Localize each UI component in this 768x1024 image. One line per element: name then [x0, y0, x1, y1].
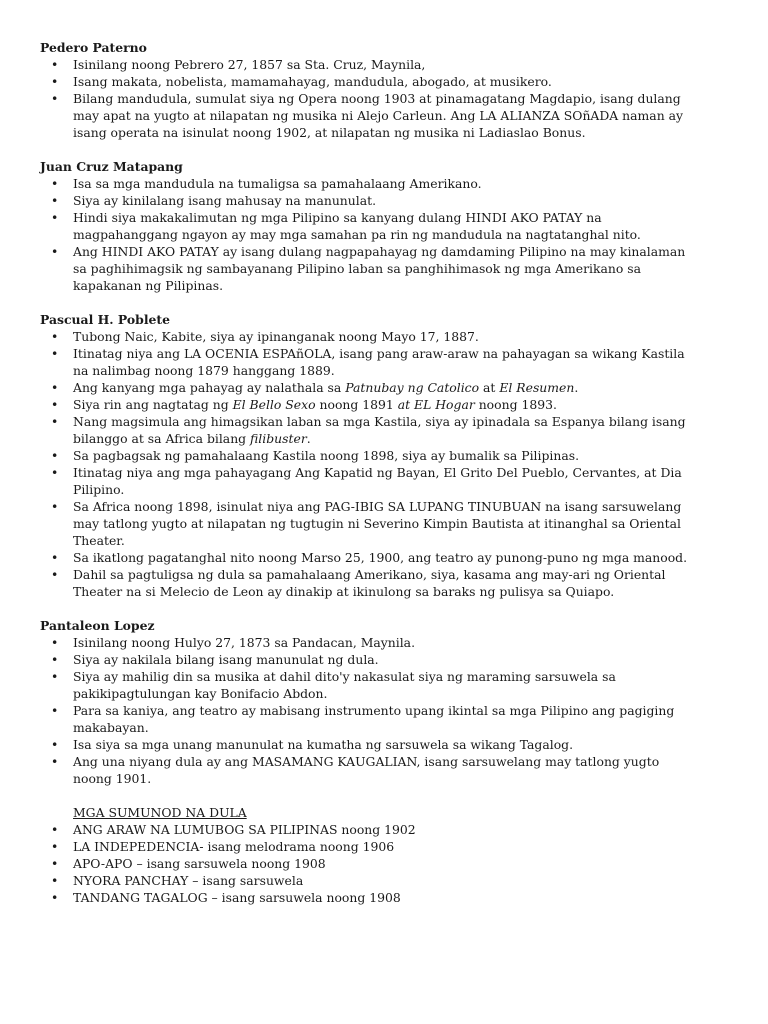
list-item — [40, 702, 690, 736]
item-text: Bilang mandudula, sumulat siya ng Opera noong 1903 at pinamagatang Magdapio, isang dulang may apat na yugto at nilapatan ng musika ni Alejo Carleun. Ang LA ALIANZA SOñADA naman ay isang operata na isinulat noong 1902, at nilapatan ng musika ni Ladiaslao Bonus. — [73, 91, 683, 140]
item-text: Ang una niyang dula ay ang MASAMANG KAUGALIAN, isang sarsuwelang may tatlong yugto noong 1901. — [73, 754, 660, 786]
item-text: Isa sa mga mandudula na tumaligsa sa pamahalaang Amerikano. — [73, 176, 482, 191]
list-item — [40, 90, 690, 141]
list-item — [40, 464, 690, 498]
list-item — [40, 549, 690, 566]
list-item — [40, 872, 690, 889]
list-item — [40, 328, 690, 345]
list-item — [40, 889, 690, 906]
document-page — [40, 39, 690, 923]
item-text: Itinatag niya ang LA OCENIA ESPAñOLA, isang pang araw-araw na pahayagan sa wikang Kastila na nalimbag noong 1879 hanggang 1889. — [73, 346, 685, 378]
item-text: LA INDEPEDENCIA- isang melodrama noong 1906 — [73, 839, 395, 854]
list-item — [40, 651, 690, 668]
item-text: . — [574, 380, 579, 395]
item-text: Dahil sa pagtuligsa ng dula sa pamahalaang Amerikano, siya, kasama ang may-ari ng Oriental Theater na si Melecio de Leon ay dinakip at ikinulong sa baraks ng pulisya sa Quiapo. — [73, 567, 666, 599]
item-text: noong 1893. — [474, 397, 557, 412]
item-text: . — [306, 431, 311, 446]
section — [40, 158, 690, 294]
item-text: at EL Hogar — [397, 397, 475, 412]
list-item — [40, 753, 690, 787]
item-text: APO-APO – isang sarsuwela noong 1908 — [73, 856, 326, 871]
list-item — [40, 175, 690, 192]
section-heading: Juan Cruz Matapang — [40, 159, 183, 174]
item-text: Ang HINDI AKO PATAY ay isang dulang nagpapahayag ng damdaming Pilipino na may kinalaman sa paghihimagsik ng sambayanang Pilipino laban sa panghihimasok ng mga Amerikano sa kapakanan ng Pilipinas. — [73, 244, 686, 293]
item-text: Siya ay nakilala bilang isang manunulat ng dula. — [73, 652, 379, 667]
item-text: NYORA PANCHAY – isang sarsuwela — [73, 873, 304, 888]
list-item — [40, 821, 690, 838]
section — [40, 311, 690, 600]
list-item — [40, 73, 690, 90]
item-text: noong 1891 — [315, 397, 398, 412]
item-text: Isinilang noong Pebrero 27, 1857 sa Sta. Cruz, Maynila, — [73, 57, 426, 72]
subsection-heading: MGA SUMUNOD NA DULA — [73, 805, 247, 820]
list-item — [40, 192, 690, 209]
item-text: Isinilang noong Hulyo 27, 1873 sa Pandacan, Maynila. — [73, 635, 416, 650]
item-text: Sa ikatlong pagatanghal nito noong Marso 25, 1900, ang teatro ay punong-puno ng mga manood. — [73, 550, 688, 565]
list-item — [40, 634, 690, 651]
list-item — [40, 668, 690, 702]
item-text: filibuster — [250, 431, 307, 446]
section — [40, 617, 690, 906]
item-text: Isang makata, nobelista, mamamahayag, mandudula, abogado, at musikero. — [73, 74, 552, 89]
list-item — [40, 209, 690, 243]
item-text: Nang magsimula ang himagsikan laban sa mga Kastila, siya ay ipinadala sa Espanya bilang isang bilanggo at sa Africa bilang — [73, 414, 686, 446]
bullet-list — [40, 175, 690, 294]
item-text: Siya rin ang nagtatag ng — [73, 397, 233, 412]
item-text: at — [479, 380, 500, 395]
list-item — [40, 838, 690, 855]
list-item — [40, 396, 690, 413]
section-heading: Pascual H. Poblete — [40, 312, 171, 327]
item-text: Tubong Naic, Kabite, siya ay ipinanganak noong Mayo 17, 1887. — [73, 329, 479, 344]
item-text: Hindi siya makakalimutan ng mga Pilipino sa kanyang dulang HINDI AKO PATAY na magpahanggang ngayon ay may mga samahan pa rin ng mandudula na nagtatanghal nito. — [73, 210, 641, 242]
list-item — [40, 566, 690, 600]
item-text: Sa Africa noong 1898, isinulat niya ang PAG-IBIG SA LUPANG TINUBUAN na isang sarsuwelang may tatlong yugto at nilapatan ng tugtugin ni Severino Kimpin Bautista at itinanghal sa Oriental Theater. — [73, 499, 682, 548]
item-text: Ang kanyang mga pahayag ay nalathala sa — [73, 380, 346, 395]
section-heading: Pedero Paterno — [40, 40, 147, 55]
list-item — [40, 243, 690, 294]
item-text: Patnubay ng Catolico — [345, 380, 480, 395]
list-item — [40, 379, 690, 396]
list-item — [40, 345, 690, 379]
item-text: ANG ARAW NA LUMUBOG SA PILIPINAS noong 1902 — [73, 822, 416, 837]
item-text: El Bello Sexo — [232, 397, 316, 412]
item-text: Isa siya sa mga unang manunulat na kumatha ng sarsuwela sa wikang Tagalog. — [73, 737, 574, 752]
bullet-list — [40, 328, 690, 600]
list-item — [40, 736, 690, 753]
item-text: Itinatag niya ang mga pahayagang Ang Kapatid ng Bayan, El Grito Del Pueblo, Cervantes, at Dia Pilipino. — [73, 465, 682, 497]
item-text: TANDANG TAGALOG – isang sarsuwela noong 1908 — [73, 890, 401, 905]
bullet-list — [40, 634, 690, 787]
list-item — [40, 56, 690, 73]
bullet-list — [40, 56, 690, 141]
item-text: Siya ay kinilalang isang mahusay na manunulat. — [73, 193, 377, 208]
list-item — [40, 498, 690, 549]
bullet-list — [40, 821, 690, 906]
item-text: Siya ay mahilig din sa musika at dahil dito'y nakasulat siya ng maraming sarsuwela sa pakikipagtulungan kay Bonifacio Abdon. — [73, 669, 616, 701]
item-text: Sa pagbagsak ng pamahalaang Kastila noong 1898, siya ay bumalik sa Pilipinas. — [73, 448, 580, 463]
section-heading: Pantaleon Lopez — [40, 618, 155, 633]
item-text: El Resumen — [499, 380, 575, 395]
section — [40, 39, 690, 141]
item-text: Para sa kaniya, ang teatro ay mabisang instrumento upang ikintal sa mga Pilipino ang pagiging makabayan. — [73, 703, 675, 735]
list-item — [40, 413, 690, 447]
list-item — [40, 447, 690, 464]
list-item — [40, 855, 690, 872]
